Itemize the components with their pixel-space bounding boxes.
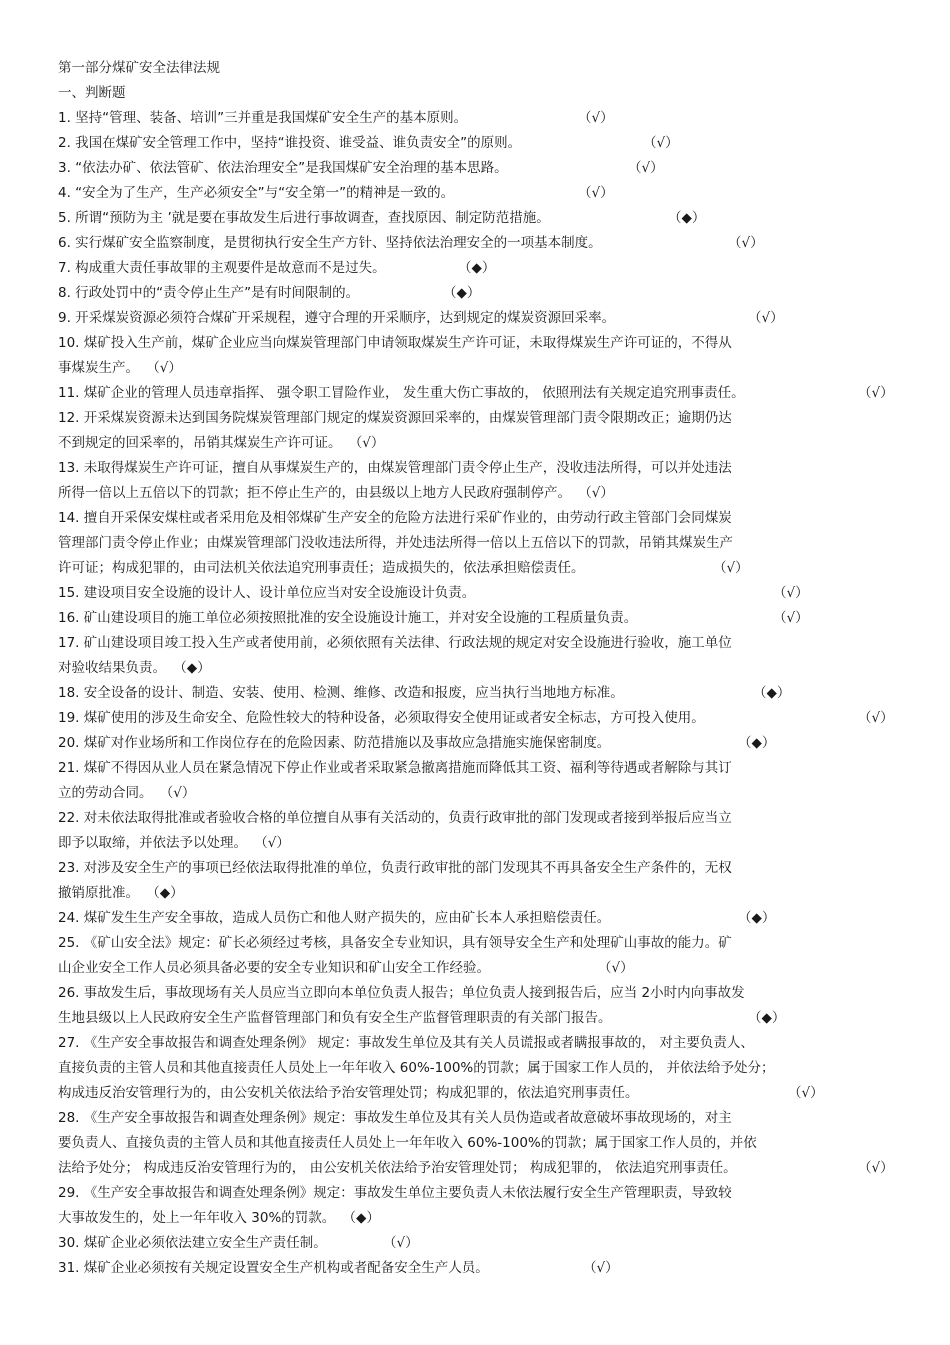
question-text: 24. 煤矿发生生产安全事故，造成人员伤亡和他人财产损失的，应由矿长本人承担赔偿责任。 [58, 910, 611, 926]
question-item [58, 1256, 898, 1281]
question-text-line [58, 881, 898, 906]
answer-mark: （√） [153, 360, 182, 376]
question-item [58, 681, 898, 706]
answer-mark: （√） [585, 485, 614, 501]
answer-mark: （√） [773, 610, 809, 626]
answer-mark: （◆） [738, 735, 776, 751]
question-item [58, 456, 898, 506]
question-text: 30. 煤矿企业必须依法建立安全生产责任制。 [58, 1235, 327, 1251]
answer-mark: （◆） [153, 885, 184, 901]
question-text-line [58, 431, 898, 456]
question-text: 立的劳动合同。 [58, 785, 153, 801]
question-text: 18. 安全设备的设计、制造、安装、使用、检测、维修、改造和报废，应当执行当地地方标准。 [58, 685, 624, 701]
question-text-line [58, 681, 898, 706]
question-text: 31. 煤矿企业必须按有关规定设置安全生产机构或者配备安全生产人员。 [58, 1260, 489, 1276]
question-item [58, 631, 898, 681]
answer-mark: （√） [383, 1235, 419, 1251]
question-text: 3. “依法办矿、依法管矿、依法治理安全”是我国煤矿安全治理的基本思路。 [58, 160, 508, 176]
question-text-line [58, 456, 898, 481]
question-list [58, 106, 898, 1281]
question-item [58, 131, 898, 156]
question-text-line [58, 1156, 898, 1181]
question-text-line [58, 731, 898, 756]
question-text-line [58, 1206, 898, 1231]
answer-mark: （√） [355, 435, 385, 451]
question-item [58, 756, 898, 806]
question-text: 13. 未取得煤炭生产许可证，擅自从事煤炭生产的，由煤炭管理部门责令停止生产，没收违法所得，可以并处违法 [58, 460, 732, 476]
answer-mark: （√） [858, 710, 894, 726]
question-text: 1. 坚持“管理、装备、培训”三并重是我国煤矿安全生产的基本原则。 [58, 110, 468, 126]
question-text: 撤销原批准。 [58, 885, 139, 901]
answer-mark: （√） [598, 960, 634, 976]
question-text: 23. 对涉及安全生产的事项已经依法取得批准的单位，负责行政审批的部门发现其不再具备安全生产条件的，无权 [58, 860, 732, 876]
question-text: 26. 事故发生后，事故现场有关人员应当立即向本单位负责人报告；单位负责人接到报告后，应当 2小时内向事故发 [58, 985, 745, 1001]
question-text-line [58, 581, 898, 606]
answer-mark: （◆） [443, 285, 481, 301]
question-text: 20. 煤矿对作业场所和工作岗位存在的危险因素、防范措施以及事故应急措施实施保密制度。 [58, 735, 611, 751]
question-text-line [58, 181, 898, 206]
question-item [58, 206, 898, 231]
question-text: 7. 构成重大责任事故罪的主观要件是故意而不是过失。 [58, 260, 386, 276]
question-text-line [58, 706, 898, 731]
question-item [58, 231, 898, 256]
question-text: 法给予处分； 构成违反治安管理行为的， 由公安机关依法给予治安管理处罚； 构成犯罪的， 依法追究刑事责任。 [58, 1160, 737, 1176]
question-text: 所得一倍以上五倍以下的罚款；拒不停止生产的，由县级以上地方人民政府强制停产。 [58, 485, 571, 501]
answer-mark: （√） [858, 385, 894, 401]
question-text: 2. 我国在煤矿安全管理工作中，坚持“谁投资、谁受益、谁负责安全”的原则。 [58, 135, 522, 151]
answer-mark: （◆） [349, 1210, 380, 1226]
question-item [58, 331, 898, 381]
question-text-line [58, 1181, 898, 1206]
question-text: 16. 矿山建设项目的施工单位必须按照批准的安全设施设计施工，并对安全设施的工程质量负责。 [58, 610, 638, 626]
part-title: 第一部分煤矿安全法律法规 [58, 60, 220, 76]
question-text: 4. “安全为了生产，生产必须安全”与“安全第一”的精神是一致的。 [58, 185, 455, 201]
question-text-line [58, 206, 898, 231]
answer-mark: （√） [788, 1085, 824, 1101]
question-text-line [58, 156, 898, 181]
question-text-line [58, 331, 898, 356]
question-text-line [58, 756, 898, 781]
question-text: 15. 建设项目安全设施的设计人、设计单位应当对安全设施设计负责。 [58, 585, 476, 601]
answer-mark: （√） [261, 835, 290, 851]
question-item [58, 806, 898, 856]
question-item [58, 856, 898, 906]
question-text: 17. 矿山建设项目竣工投入生产或者使用前，必须依照有关法律、行政法规的规定对安全设施进行验收，施工单位 [58, 635, 732, 651]
question-text-line [58, 1031, 898, 1056]
question-text: 生地县级以上人民政府安全生产监督管理部门和负有安全生产监督管理职责的有关部门报告。 [58, 1010, 612, 1026]
question-item [58, 406, 898, 456]
question-item [58, 181, 898, 206]
answer-mark: （◆） [753, 685, 791, 701]
question-text: 大事故发生的，处上一年年收入 30%的罚款。 [58, 1210, 336, 1226]
question-text-line [58, 356, 898, 381]
question-text-line [58, 306, 898, 331]
question-text-line [58, 981, 898, 1006]
question-text-line [58, 556, 898, 581]
answer-mark: （◆） [738, 910, 776, 926]
answer-mark: （◆） [748, 1010, 786, 1026]
question-text-line [58, 606, 898, 631]
question-text-line [58, 831, 898, 856]
question-text-line [58, 631, 898, 656]
question-text: 28. 《生产安全事故报告和调查处理条例》规定：事故发生单位及其有关人员伪造或者故意破坏事故现场的，对主 [58, 1110, 732, 1126]
question-item [58, 506, 898, 581]
question-text-line [58, 1256, 898, 1281]
question-text: 构成违反治安管理行为的，由公安机关依法给予治安管理处罚；构成犯罪的，依法追究刑事责任。 [58, 1085, 639, 1101]
question-text: 27. 《生产安全事故报告和调查处理条例》 规定：事故发生单位及其有关人员谎报或者瞒报事故的， 对主要负责人、 [58, 1035, 754, 1051]
answer-mark: （√） [748, 310, 784, 326]
answer-mark: （√） [643, 135, 679, 151]
question-text-line [58, 931, 898, 956]
question-item [58, 1106, 898, 1181]
question-text: 21. 煤矿不得因从业人员在紧急情况下停止作业或者采取紧急撤离措施而降低其工资、福利等待遇或者解除与其订 [58, 760, 732, 776]
question-text-line [58, 231, 898, 256]
question-item [58, 106, 898, 131]
question-text-line [58, 531, 898, 556]
question-text-line [58, 1106, 898, 1131]
question-text-line [58, 506, 898, 531]
question-text-line [58, 131, 898, 156]
question-text: 事煤炭生产。 [58, 360, 139, 376]
question-text-line [58, 406, 898, 431]
question-item [58, 731, 898, 756]
answer-mark: （√） [166, 785, 196, 801]
question-item [58, 381, 898, 406]
question-item [58, 931, 898, 981]
question-text-line [58, 1056, 898, 1081]
question-text-line [58, 1006, 898, 1031]
answer-mark: （◆） [180, 660, 211, 676]
question-text: 6. 实行煤矿安全监察制度，是贯彻执行安全生产方针、坚持依法治理安全的一项基本制度。 [58, 235, 602, 251]
answer-mark: （√） [728, 235, 764, 251]
answer-mark: （◆） [668, 210, 706, 226]
question-item [58, 156, 898, 181]
question-item [58, 1031, 898, 1106]
answer-mark: （√） [773, 585, 809, 601]
answer-mark: （√） [713, 560, 749, 576]
question-text-line [58, 656, 898, 681]
question-text-line [58, 806, 898, 831]
question-text-line [58, 381, 898, 406]
question-item [58, 581, 898, 606]
question-text: 许可证；构成犯罪的，由司法机关依法追究刑事责任；造成损失的，依法承担赔偿责任。 [58, 560, 585, 576]
question-item [58, 606, 898, 631]
question-text: 要负责人、直接负责的主管人员和其他直接责任人员处上一年年收入 60%-100%的罚款；属于国家工作人员的，并依 [58, 1135, 757, 1151]
question-text: 9. 开采煤炭资源必须符合煤矿开采规程，遵守合理的开采顺序，达到规定的煤炭资源回采率。 [58, 310, 616, 326]
question-item [58, 256, 898, 281]
question-text: 19. 煤矿使用的涉及生命安全、危险性较大的特种设备，必须取得安全使用证或者安全标志，方可投入使用。 [58, 710, 705, 726]
question-text-line [58, 1131, 898, 1156]
question-text-line [58, 906, 898, 931]
question-text: 直接负责的主管人员和其他直接责任人员处上一年年收入 60%-100%的罚款；属于国家工作人员的， 并依法给予处分； [58, 1060, 775, 1076]
section-heading: 一、判断题 [58, 85, 126, 101]
answer-mark: （√） [628, 160, 664, 176]
question-item [58, 281, 898, 306]
question-text-line [58, 856, 898, 881]
question-text: 管理部门责令停止作业；由煤炭管理部门没收违法所得，并处违法所得一倍以上五倍以下的罚款，吊销其煤炭生产 [58, 535, 733, 551]
question-item [58, 1231, 898, 1256]
question-text: 即予以取缔，并依法予以处理。 [58, 835, 247, 851]
question-item [58, 706, 898, 731]
question-text: 14. 擅自开采保安煤柱或者采用危及相邻煤矿生产安全的危险方法进行采矿作业的，由劳动行政主管部门会同煤炭 [58, 510, 732, 526]
answer-mark: （◆） [458, 260, 496, 276]
question-text: 25. 《矿山安全法》规定：矿长必须经过考核，具备安全专业知识，具有领导安全生产和处理矿山事故的能力。矿 [58, 935, 732, 951]
answer-mark: （√） [578, 110, 614, 126]
question-item [58, 306, 898, 331]
question-item [58, 981, 898, 1031]
question-text: 对验收结果负责。 [58, 660, 166, 676]
document-page [58, 56, 898, 1281]
question-text: 12. 开采煤炭资源未达到国务院煤炭管理部门规定的煤炭资源回采率的，由煤炭管理部门责令限期改正；逾期仍达 [58, 410, 732, 426]
question-text-line [58, 106, 898, 131]
question-text-line [58, 956, 898, 981]
answer-mark: （√） [578, 185, 614, 201]
question-text: 山企业安全工作人员必须具备必要的安全专业知识和矿山安全工作经验。 [58, 960, 490, 976]
question-text: 8. 行政处罚中的“责令停止生产”是有时间限制的。 [58, 285, 360, 301]
question-text: 5. 所谓“预防为主 ’就是要在事故发生后进行事故调查，查找原因、制定防范措施。 [58, 210, 550, 226]
question-text: 不到规定的回采率的，吊销其煤炭生产许可证。 [58, 435, 342, 451]
question-text-line [58, 281, 898, 306]
question-text: 22. 对未依法取得批准或者验收合格的单位擅自从事有关活动的，负责行政审批的部门发现或者接到举报后应当立 [58, 810, 732, 826]
answer-mark: （√） [858, 1160, 894, 1176]
question-text-line [58, 781, 898, 806]
question-item [58, 906, 898, 931]
question-text: 10. 煤矿投入生产前，煤矿企业应当向煤炭管理部门申请领取煤炭生产许可证，未取得煤炭生产许可证的，不得从 [58, 335, 732, 351]
question-text-line [58, 256, 898, 281]
answer-mark: （√） [583, 1260, 619, 1276]
question-text-line [58, 1081, 898, 1106]
question-item [58, 1181, 898, 1231]
question-text: 29. 《生产安全事故报告和调查处理条例》规定：事故发生单位主要负责人未依法履行安全生产管理职责，导致较 [58, 1185, 732, 1201]
question-text: 11. 煤矿企业的管理人员违章指挥、 强令职工冒险作业， 发生重大伤亡事故的， 依照刑法有关规定追究刑事责任。 [58, 385, 745, 401]
question-text-line [58, 481, 898, 506]
question-text-line [58, 1231, 898, 1256]
